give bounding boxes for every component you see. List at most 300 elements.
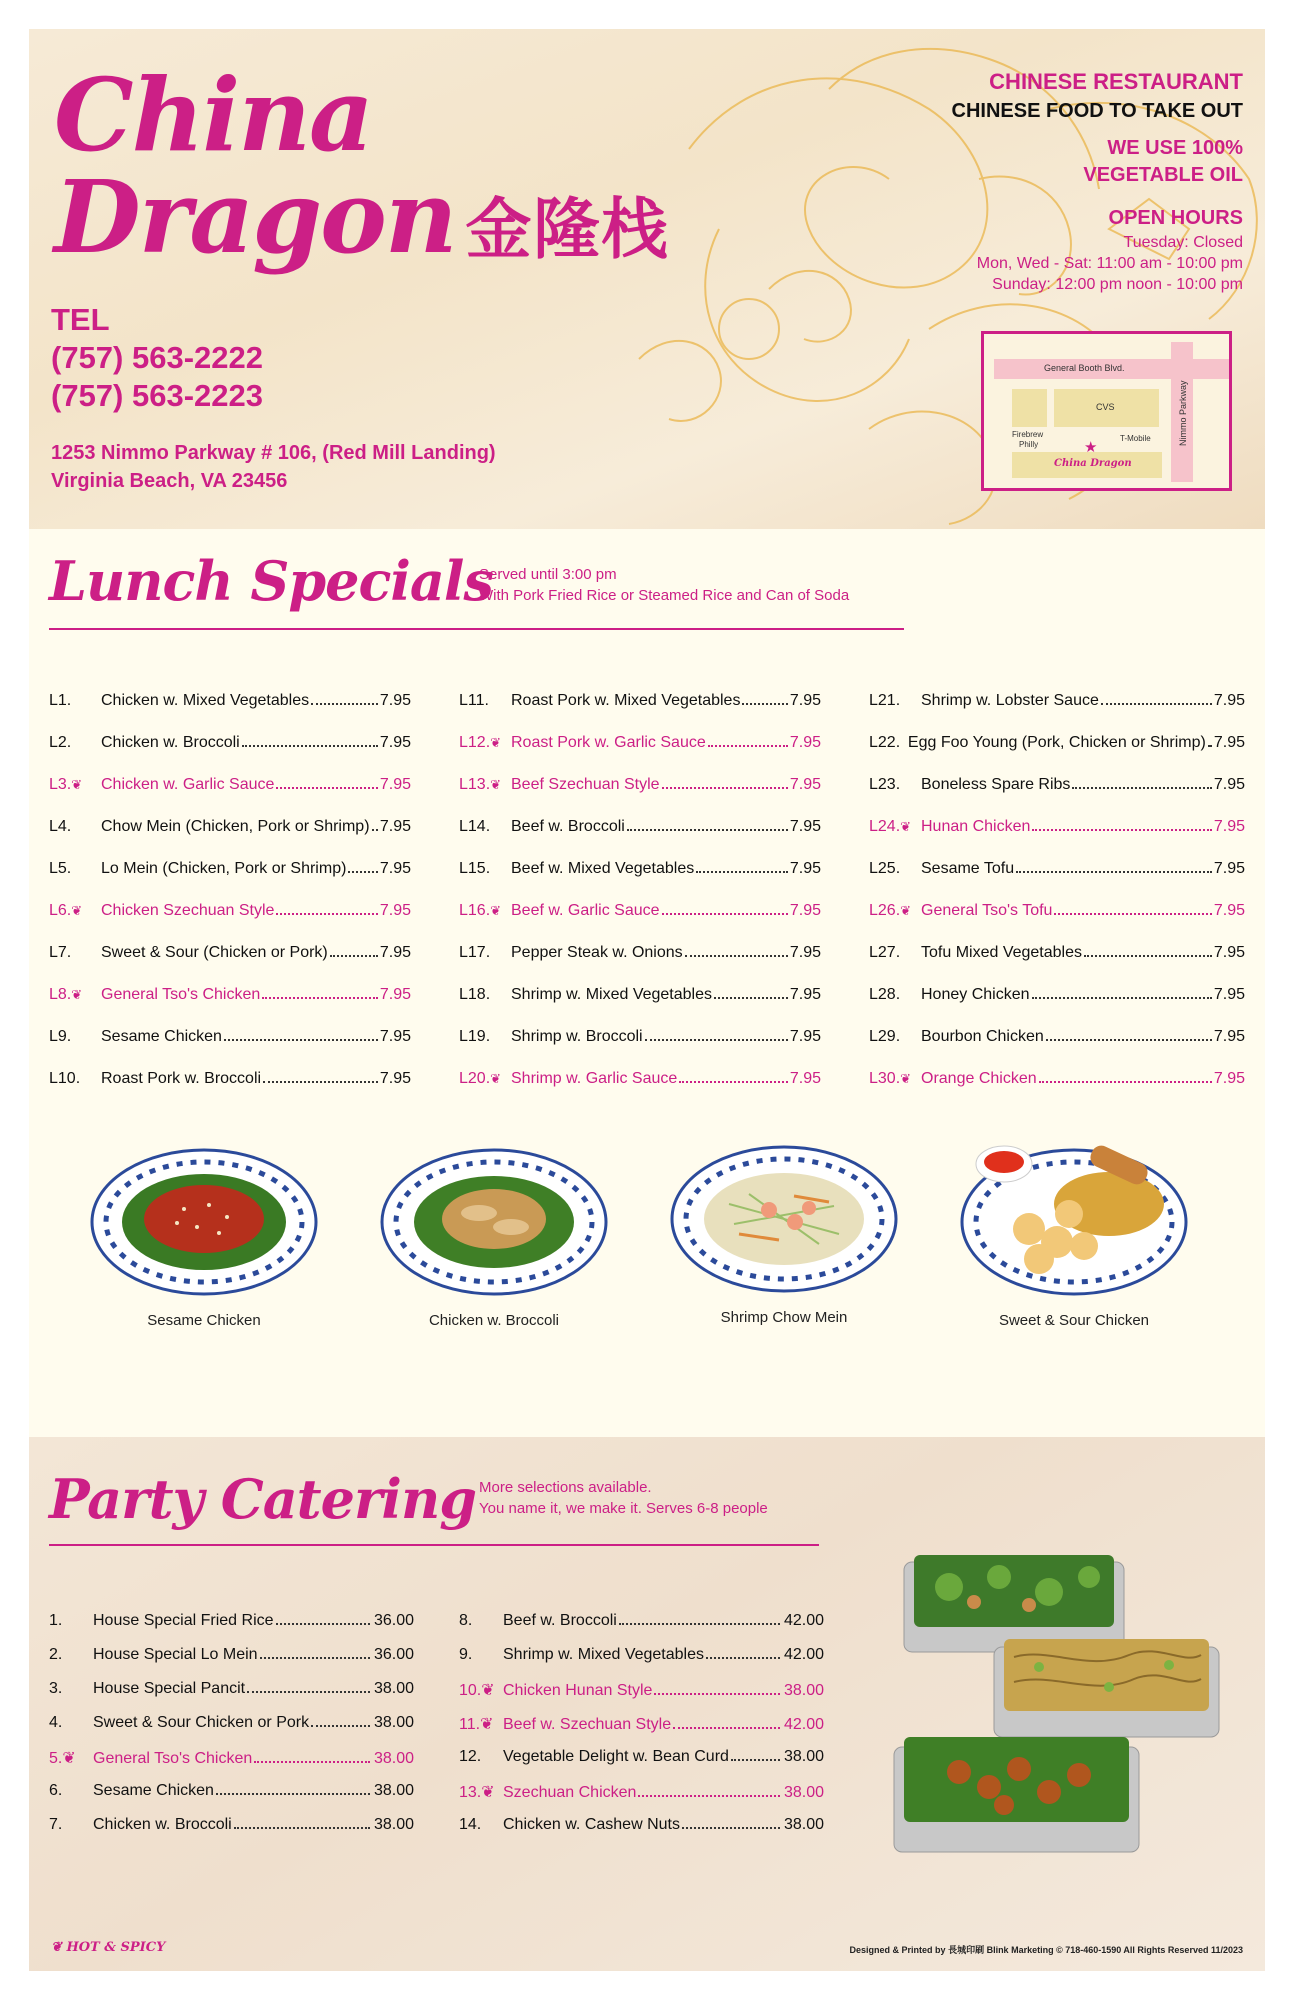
catering-menu-item <box>49 1612 414 1646</box>
item-name: Honey Chicken <box>921 986 1030 1003</box>
dot-leader <box>1032 997 1212 999</box>
phone-2[interactable]: (757) 563-2223 <box>51 378 263 413</box>
item-number: L20. <box>459 1070 491 1087</box>
dot-leader <box>645 1039 788 1041</box>
catering-menu-item <box>49 1714 414 1748</box>
item-code <box>459 776 511 794</box>
pepper-icon: ❦ <box>71 987 83 1002</box>
oil-line-2: VEGETABLE OIL <box>1083 164 1243 186</box>
dot-leader <box>330 955 378 957</box>
item-name: Beef w. Broccoli <box>511 818 625 835</box>
tmobile-label: T-Mobile <box>1120 434 1151 443</box>
catering-menu-item <box>49 1782 414 1816</box>
item-number: 11. <box>459 1716 481 1733</box>
item-name: Orange Chicken <box>921 1070 1037 1087</box>
item-number: L9. <box>49 1028 72 1045</box>
party-column-2 <box>459 1612 824 1850</box>
item-name: Chicken w. Broccoli <box>101 734 240 751</box>
item-number: 12. <box>459 1748 482 1765</box>
item-price: 38.00 <box>373 1714 414 1731</box>
dot-leader <box>311 703 378 705</box>
item-code <box>459 1612 503 1630</box>
party-catering-section <box>29 1437 1265 1971</box>
item-code <box>459 1714 503 1734</box>
dot-leader <box>348 871 377 873</box>
credits: Designed & Printed by 長城印刷 Blink Marketing © 718-460-1590 All Rights Reserved 11/2023 <box>849 1945 1243 1955</box>
dot-leader <box>247 1691 370 1693</box>
philly-label: Philly <box>1019 440 1039 449</box>
oil-line-1: WE USE 100% <box>1107 137 1243 159</box>
dot-leader <box>638 1795 780 1797</box>
item-name: Shrimp w. Mixed Vegetables <box>503 1646 704 1663</box>
lunch-divider <box>49 628 904 630</box>
item-number: 8. <box>459 1612 473 1629</box>
dot-leader <box>708 745 788 747</box>
item-code <box>49 1070 101 1088</box>
lunch-menu-item <box>49 818 411 860</box>
pepper-icon: ❦ <box>900 1071 912 1086</box>
dot-leader <box>742 703 787 705</box>
item-name: Bourbon Chicken <box>921 1028 1044 1045</box>
lunch-sub-2: With Pork Fried Rice or Steamed Rice and Can of Soda <box>479 587 850 604</box>
item-name: Beef w. Garlic Sauce <box>511 902 660 919</box>
item-code <box>49 860 101 878</box>
item-code <box>869 1070 921 1088</box>
item-name: Shrimp w. Broccoli <box>511 1028 643 1045</box>
party-title: Party Catering <box>49 1467 476 1531</box>
item-name: Roast Pork w. Garlic Sauce <box>511 734 706 751</box>
lunch-menu-item <box>869 692 1245 734</box>
map-block <box>1012 389 1047 427</box>
lunch-title: Lunch Specials <box>49 549 493 613</box>
lunch-menu-item <box>459 776 821 818</box>
party-divider <box>49 1544 819 1546</box>
item-code <box>459 1028 511 1046</box>
address <box>51 439 496 495</box>
item-name: Chow Mein (Chicken, Pork or Shrimp) <box>101 818 370 835</box>
road-h-label: General Booth Blvd. <box>1044 363 1125 373</box>
item-code <box>459 1816 503 1834</box>
lunch-menu-item <box>869 1070 1245 1112</box>
lunch-menu-item <box>459 860 821 902</box>
dot-leader <box>372 829 378 831</box>
lunch-menu-item <box>459 986 821 1028</box>
logo-line2: Dragon <box>54 158 456 276</box>
item-code <box>49 1646 93 1664</box>
pepper-icon: ❦ <box>490 903 502 918</box>
lunch-subtitle <box>479 564 849 606</box>
menu-page <box>29 29 1265 1971</box>
dot-leader <box>1208 745 1212 747</box>
china-dragon-label: China Dragon <box>1054 458 1132 469</box>
item-price: 7.95 <box>1213 1028 1245 1045</box>
item-code <box>869 818 921 836</box>
item-code <box>459 1070 511 1088</box>
dot-leader <box>1016 871 1212 873</box>
item-code <box>459 734 511 752</box>
item-price: 36.00 <box>373 1612 414 1629</box>
item-code <box>459 1748 503 1766</box>
item-code <box>49 776 101 794</box>
dot-leader <box>1101 703 1212 705</box>
item-price: 7.95 <box>789 818 821 835</box>
dish-sesame-chicken <box>89 1147 319 1329</box>
item-price: 38.00 <box>373 1816 414 1833</box>
lunch-menu-item <box>869 818 1245 860</box>
item-code <box>869 986 921 1004</box>
item-number: L12. <box>459 734 491 751</box>
dish-chicken-broccoli <box>379 1147 609 1329</box>
lunch-specials-section <box>29 529 1265 1437</box>
catering-menu-item <box>459 1782 824 1816</box>
dish-caption: Sweet & Sour Chicken <box>998 1312 1150 1329</box>
lunch-menu-item <box>869 944 1245 986</box>
catering-trays-icon <box>889 1547 1239 1867</box>
item-number: L24. <box>869 818 901 835</box>
item-price: 36.00 <box>373 1646 414 1663</box>
item-price: 38.00 <box>783 1784 824 1801</box>
party-sub-2: You name it, we make it. Serves 6-8 people <box>479 1500 768 1517</box>
dot-leader <box>216 1793 370 1795</box>
item-name: Shrimp w. Mixed Vegetables <box>511 986 712 1003</box>
item-price: 7.95 <box>1213 944 1245 961</box>
item-name: Beef w. Szechuan Style <box>503 1716 672 1733</box>
item-price: 7.95 <box>789 692 821 709</box>
dot-leader <box>263 1081 378 1083</box>
restaurant-logo <box>54 56 670 281</box>
lunch-menu-item <box>49 776 411 818</box>
item-price: 7.95 <box>379 776 411 793</box>
item-number: L28. <box>869 986 901 1003</box>
hours-line-3: Sunday: 12:00 pm noon - 10:00 pm <box>992 276 1243 293</box>
item-number: L16. <box>459 902 491 919</box>
party-subtitle <box>479 1477 768 1519</box>
pepper-icon: ❦ <box>480 1716 494 1733</box>
lunch-menu-item <box>459 818 821 860</box>
item-name: Egg Foo Young (Pork, Chicken or Shrimp) <box>907 734 1206 751</box>
item-name: Chicken w. Garlic Sauce <box>101 776 275 793</box>
lunch-menu-item <box>869 734 1245 776</box>
item-number: L29. <box>869 1028 901 1045</box>
lunch-column-2 <box>459 692 821 1112</box>
lunch-menu-item <box>49 692 411 734</box>
dish-caption: Sesame Chicken <box>147 1312 261 1329</box>
hours-line-2: Mon, Wed - Sat: 11:00 am - 10:00 pm <box>976 255 1243 272</box>
dot-leader <box>262 997 378 999</box>
phone-block <box>51 301 263 415</box>
item-name: Tofu Mixed Vegetables <box>921 944 1082 961</box>
item-number: L17. <box>459 944 491 961</box>
dot-leader <box>662 787 788 789</box>
item-number: 1. <box>49 1612 63 1629</box>
dot-leader <box>1084 955 1212 957</box>
item-code <box>459 1646 503 1664</box>
lunch-sub-1: Served until 3:00 pm <box>479 566 617 583</box>
dot-leader <box>682 1827 780 1829</box>
cvs-label: CVS <box>1096 402 1115 412</box>
item-code <box>459 1680 503 1700</box>
item-name: Vegetable Delight w. Bean Curd <box>503 1748 729 1765</box>
catering-menu-item <box>459 1612 824 1646</box>
logo-chinese: 金隆栈 <box>465 191 670 268</box>
catering-menu-item <box>459 1748 824 1782</box>
header-info <box>952 67 1244 295</box>
item-price: 7.95 <box>1213 860 1245 877</box>
item-price: 7.95 <box>379 944 411 961</box>
hot-spicy-legend <box>51 1940 165 1955</box>
item-number: L7. <box>49 944 72 961</box>
item-price: 7.95 <box>789 902 821 919</box>
item-price: 7.95 <box>379 902 411 919</box>
item-number: L22. <box>869 734 901 751</box>
lunch-menu-item <box>49 860 411 902</box>
chicken-broccoli-plate-icon <box>379 1147 609 1297</box>
dot-leader <box>662 913 788 915</box>
item-price: 42.00 <box>783 1612 824 1629</box>
item-number: 6. <box>49 1782 63 1799</box>
item-price: 38.00 <box>373 1680 414 1697</box>
item-price: 7.95 <box>1213 776 1245 793</box>
item-code <box>49 692 101 710</box>
item-number: L25. <box>869 860 901 877</box>
pepper-icon: ❦ <box>490 1071 502 1086</box>
item-name: Chicken Szechuan Style <box>101 902 275 919</box>
item-number: 5. <box>49 1750 63 1767</box>
dot-leader <box>276 787 377 789</box>
item-price: 7.95 <box>379 860 411 877</box>
item-code <box>459 944 511 962</box>
pepper-icon: ❦ <box>490 777 502 792</box>
catering-menu-item <box>459 1646 824 1680</box>
item-number: L30. <box>869 1070 901 1087</box>
item-name: Boneless Spare Ribs <box>921 776 1071 793</box>
item-price: 7.95 <box>1213 902 1245 919</box>
item-number: L6. <box>49 902 72 919</box>
party-column-1 <box>49 1612 414 1850</box>
item-code <box>869 1028 921 1046</box>
dot-leader <box>242 745 378 747</box>
item-name: Sesame Chicken <box>93 1782 214 1799</box>
dot-leader <box>685 955 788 957</box>
address-line1: 1253 Nimmo Parkway # 106, (Red Mill Landing) <box>51 442 496 464</box>
item-price: 42.00 <box>783 1716 824 1733</box>
dot-leader <box>619 1623 780 1625</box>
item-code <box>459 692 511 710</box>
logo-line1: China <box>54 56 372 174</box>
item-code <box>49 902 101 920</box>
dot-leader <box>706 1657 780 1659</box>
item-price: 7.95 <box>789 860 821 877</box>
location-map <box>981 331 1232 491</box>
catering-menu-item <box>459 1714 824 1748</box>
item-name: Szechuan Chicken <box>503 1784 637 1801</box>
item-code <box>49 944 101 962</box>
catering-menu-item <box>49 1748 414 1782</box>
item-number: L4. <box>49 818 72 835</box>
shrimp-chow-mein-plate-icon <box>669 1144 899 1294</box>
lunch-column-1 <box>49 692 411 1112</box>
item-code <box>49 734 101 752</box>
item-number: L13. <box>459 776 491 793</box>
item-number: L19. <box>459 1028 491 1045</box>
item-price: 7.95 <box>789 1028 821 1045</box>
dot-leader <box>1046 1039 1212 1041</box>
item-number: L18. <box>459 986 491 1003</box>
item-name: General Tso's Chicken <box>93 1750 253 1767</box>
item-code <box>459 818 511 836</box>
dot-leader <box>1054 913 1211 915</box>
item-number: L26. <box>869 902 901 919</box>
item-number: 3. <box>49 1680 63 1697</box>
location-star-icon: ★ <box>1084 439 1098 456</box>
item-name: House Special Lo Mein <box>93 1646 258 1663</box>
item-name: Chicken Hunan Style <box>503 1682 653 1699</box>
hours-title: OPEN HOURS <box>1108 207 1243 229</box>
item-price: 42.00 <box>783 1646 824 1663</box>
item-price: 7.95 <box>789 734 821 751</box>
item-price: 38.00 <box>783 1682 824 1699</box>
pepper-icon: ❦ <box>900 819 912 834</box>
lunch-menu-item <box>869 986 1245 1028</box>
dot-leader <box>731 1759 780 1761</box>
dish-caption: Shrimp Chow Mein <box>720 1309 848 1326</box>
pepper-icon: ❦ <box>71 777 83 792</box>
item-price: 38.00 <box>783 1816 824 1833</box>
item-name: House Special Pancit <box>93 1680 246 1697</box>
phone-1[interactable]: (757) 563-2222 <box>51 340 263 375</box>
item-code <box>869 734 908 752</box>
item-price: 38.00 <box>783 1748 824 1765</box>
lunch-menu-item <box>869 1028 1245 1070</box>
item-price: 7.95 <box>789 944 821 961</box>
item-price: 7.95 <box>1213 818 1245 835</box>
dot-leader <box>1039 1081 1212 1083</box>
item-number: L8. <box>49 986 72 1003</box>
item-name: Shrimp w. Lobster Sauce <box>921 692 1099 709</box>
item-code <box>49 1612 93 1630</box>
lunch-menu-item <box>49 902 411 944</box>
item-price: 7.95 <box>1213 734 1245 751</box>
item-code <box>49 1816 93 1834</box>
catering-menu-item <box>459 1816 824 1850</box>
item-number: 7. <box>49 1816 63 1833</box>
party-sub-1: More selections available. <box>479 1479 652 1496</box>
tel-label: TEL <box>51 302 110 337</box>
item-name: General Tso's Tofu <box>921 902 1053 919</box>
item-name: Beef Szechuan Style <box>511 776 660 793</box>
item-code <box>49 1028 101 1046</box>
item-price: 7.95 <box>789 776 821 793</box>
pepper-icon: ❦ <box>62 1750 76 1767</box>
item-number: L2. <box>49 734 72 751</box>
item-price: 7.95 <box>1213 692 1245 709</box>
dot-leader <box>1072 787 1211 789</box>
item-name: Roast Pork w. Broccoli <box>101 1070 262 1087</box>
lunch-menu-item <box>869 860 1245 902</box>
dot-leader <box>654 1693 780 1695</box>
item-name: Lo Mein (Chicken, Pork or Shrimp) <box>101 860 347 877</box>
lunch-menu-item <box>459 1028 821 1070</box>
dot-leader <box>311 1725 370 1727</box>
item-code <box>459 902 511 920</box>
item-number: L23. <box>869 776 901 793</box>
pepper-icon: ❦ <box>51 1940 62 1955</box>
item-code <box>49 986 101 1004</box>
item-code <box>459 986 511 1004</box>
item-name: House Special Fried Rice <box>93 1612 274 1629</box>
item-price: 7.95 <box>1213 986 1245 1003</box>
item-number: L27. <box>869 944 901 961</box>
dot-leader <box>627 829 788 831</box>
item-number: L15. <box>459 860 491 877</box>
item-name: Sweet & Sour Chicken or Pork <box>93 1714 310 1731</box>
pepper-icon: ❦ <box>900 903 912 918</box>
item-number: L21. <box>869 692 901 709</box>
item-number: 13. <box>459 1784 482 1801</box>
item-code <box>869 902 921 920</box>
item-price: 7.95 <box>379 1070 411 1087</box>
item-name: Hunan Chicken <box>921 818 1031 835</box>
item-price: 38.00 <box>373 1750 414 1767</box>
road-v-label: Nimmo Parkway <box>1178 380 1188 446</box>
dot-leader <box>696 871 788 873</box>
item-name: Beef w. Mixed Vegetables <box>511 860 695 877</box>
item-number: 4. <box>49 1714 63 1731</box>
item-name: General Tso's Chicken <box>101 986 261 1003</box>
item-code <box>869 944 921 962</box>
hours-line-1: Tuesday: Closed <box>1123 234 1243 251</box>
catering-menu-item <box>49 1816 414 1850</box>
item-name: Shrimp w. Garlic Sauce <box>511 1070 678 1087</box>
dot-leader <box>276 1623 370 1625</box>
item-name: Beef w. Broccoli <box>503 1612 617 1629</box>
dish-shrimp-chow-mein <box>669 1144 899 1326</box>
item-name: Chicken w. Cashew Nuts <box>503 1816 680 1833</box>
address-line2: Virginia Beach, VA 23456 <box>51 470 288 492</box>
item-code <box>49 818 101 836</box>
catering-menu-item <box>459 1680 824 1714</box>
item-price: 7.95 <box>1213 1070 1245 1087</box>
item-number: L1. <box>49 692 72 709</box>
item-price: 7.95 <box>379 1028 411 1045</box>
item-number: 10. <box>459 1682 482 1699</box>
item-number: 2. <box>49 1646 63 1663</box>
item-name: Sesame Chicken <box>101 1028 222 1045</box>
item-price: 7.95 <box>379 986 411 1003</box>
catering-menu-item <box>49 1646 414 1680</box>
pepper-icon: ❦ <box>481 1784 495 1801</box>
lunch-menu-item <box>459 902 821 944</box>
item-number: L14. <box>459 818 491 835</box>
item-number: L10. <box>49 1070 81 1087</box>
lunch-menu-item <box>869 776 1245 818</box>
dish-sweet-sour-chicken <box>959 1134 1189 1329</box>
item-code <box>869 860 921 878</box>
item-name: Sesame Tofu <box>921 860 1015 877</box>
item-number: L11. <box>459 692 489 709</box>
item-code <box>869 692 921 710</box>
item-code <box>49 1680 93 1698</box>
dot-leader <box>276 913 377 915</box>
pepper-icon: ❦ <box>71 903 83 918</box>
item-price: 7.95 <box>379 818 411 835</box>
catering-menu-item <box>49 1680 414 1714</box>
firebrew-label: Firebrew <box>1012 430 1044 439</box>
item-price: 7.95 <box>379 734 411 751</box>
item-number: 9. <box>459 1646 473 1663</box>
item-number: 14. <box>459 1816 482 1833</box>
lunch-menu-item <box>459 734 821 776</box>
